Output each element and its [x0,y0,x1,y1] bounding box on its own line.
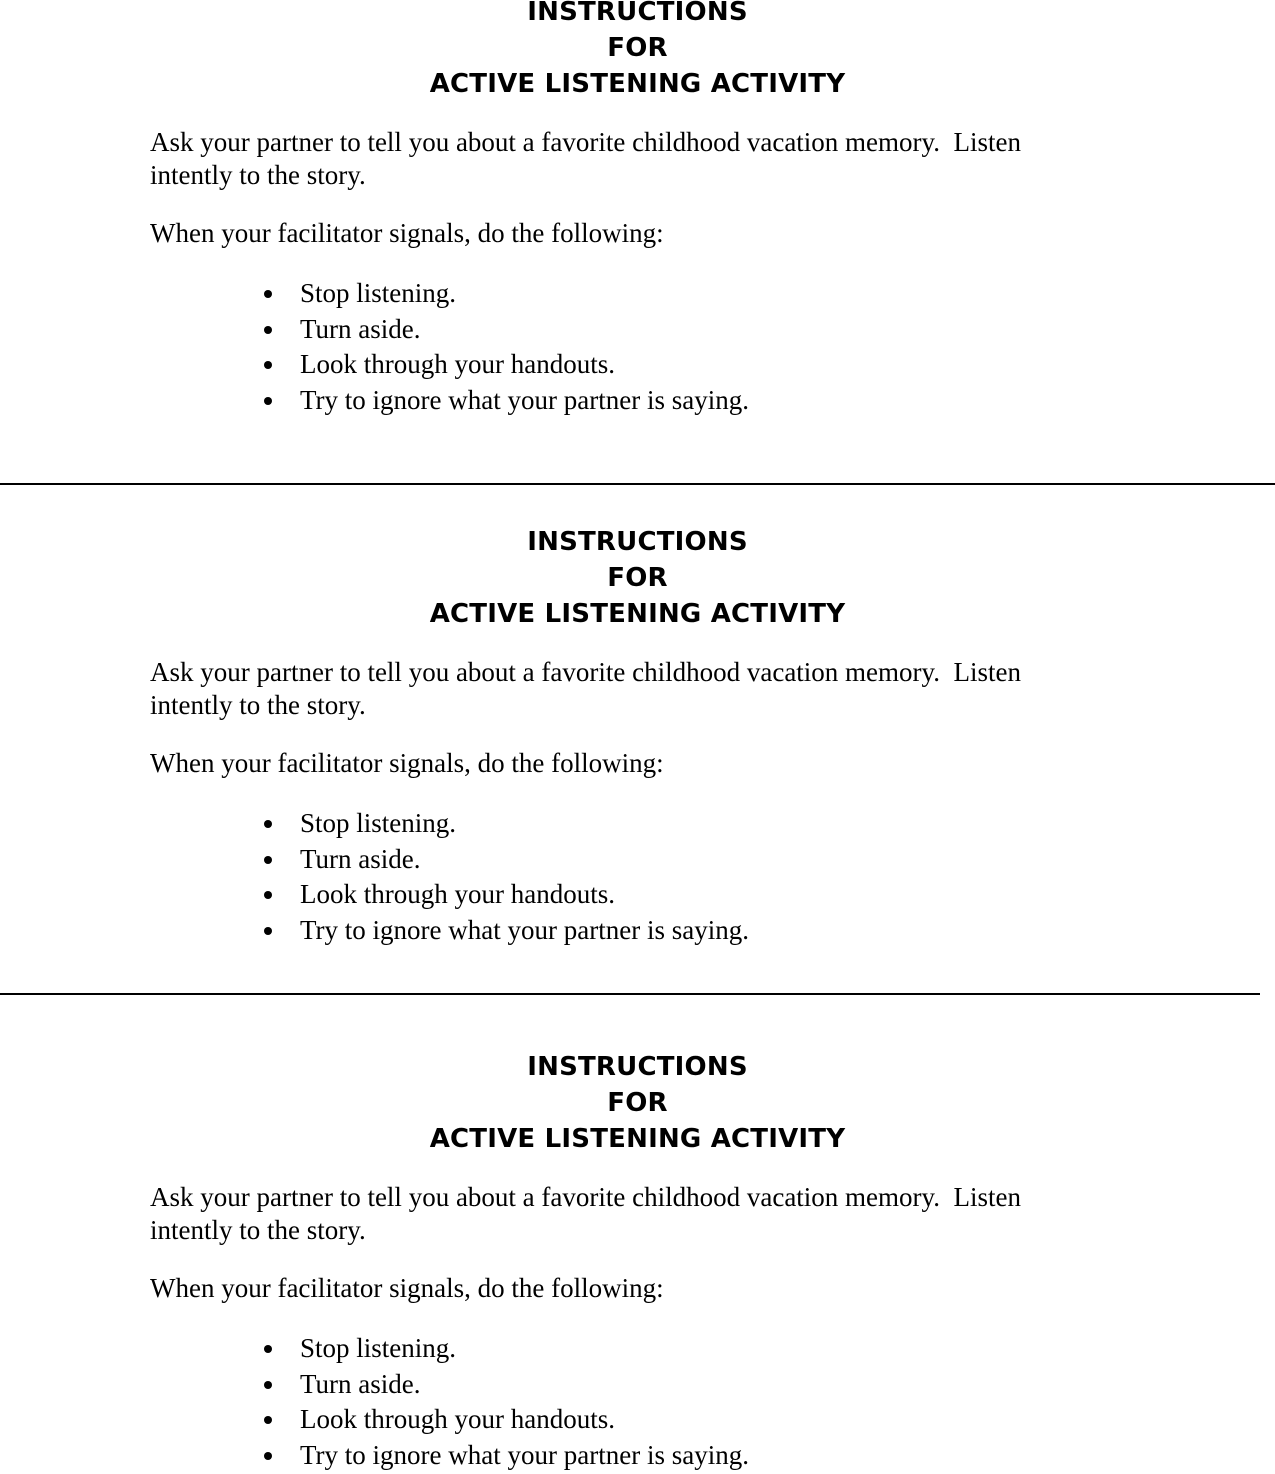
cut-line [0,483,1275,485]
heading-line: FOR [607,1088,668,1118]
list-item [262,877,749,913]
heading-line: INSTRUCTIONS [527,0,748,27]
intro-paragraph: Ask your partner to tell you about a favorite childhood vacation memory. Listen intently to the story. [150,657,1022,720]
list-item [262,347,749,383]
heading-line: FOR [607,563,668,593]
list-item [262,383,749,419]
bullet-icon [264,1381,272,1389]
prompt-paragraph: When your facilitator signals, do the following: [150,1273,664,1303]
bullet-icon [264,856,272,864]
list-item [262,842,749,878]
heading-line: FOR [607,33,668,63]
bullet-icon [264,1416,272,1424]
bullet-icon [264,290,272,298]
action-list [262,806,749,949]
heading-line: ACTIVE LISTENING ACTIVITY [429,1124,846,1154]
list-item-text: Turn aside. [300,843,421,874]
list-item [262,913,749,949]
prompt-paragraph: When your facilitator signals, do the following: [150,218,664,248]
card-heading [0,524,1275,632]
bullet-icon [264,1452,272,1460]
list-item-text: Try to ignore what your partner is saying. [300,385,749,416]
list-item [262,312,749,348]
card-heading [0,0,1275,102]
prompt-paragraph: When your facilitator signals, do the following: [150,748,664,778]
heading-line: ACTIVE LISTENING ACTIVITY [429,599,846,629]
list-item-text: Turn aside. [300,313,421,344]
intro-paragraph: Ask your partner to tell you about a favorite childhood vacation memory. Listen intently to the story. [150,1182,1022,1245]
bullet-icon [264,820,272,828]
bullet-icon [264,361,272,369]
list-item-text: Turn aside. [300,1368,421,1399]
bullet-icon [264,397,272,405]
list-item-text: Try to ignore what your partner is saying. [300,915,749,946]
list-item [262,1367,749,1403]
bullet-icon [264,326,272,334]
heading-line: ACTIVE LISTENING ACTIVITY [429,69,846,99]
action-list [262,276,749,419]
list-item-text: Look through your handouts. [300,879,615,910]
list-item-text: Stop listening. [300,1333,457,1363]
list-item [262,806,749,842]
list-item-text: Look through your handouts. [300,1404,615,1435]
action-list [262,1331,749,1474]
cut-line [0,993,1260,995]
intro-paragraph: Ask your partner to tell you about a favorite childhood vacation memory. Listen intently to the story. [150,127,1022,190]
card-heading [0,1049,1275,1157]
bullet-icon [264,891,272,899]
list-item [262,1331,749,1367]
list-item-text: Look through your handouts. [300,349,615,380]
bullet-icon [264,1345,272,1353]
heading-line: INSTRUCTIONS [527,1052,748,1082]
list-item-text: Stop listening. [300,278,457,308]
list-item [262,1438,749,1474]
list-item-text: Stop listening. [300,808,457,838]
list-item [262,1402,749,1438]
list-item [262,276,749,312]
heading-line: INSTRUCTIONS [527,527,748,557]
list-item-text: Try to ignore what your partner is saying. [300,1440,749,1471]
bullet-icon [264,927,272,935]
